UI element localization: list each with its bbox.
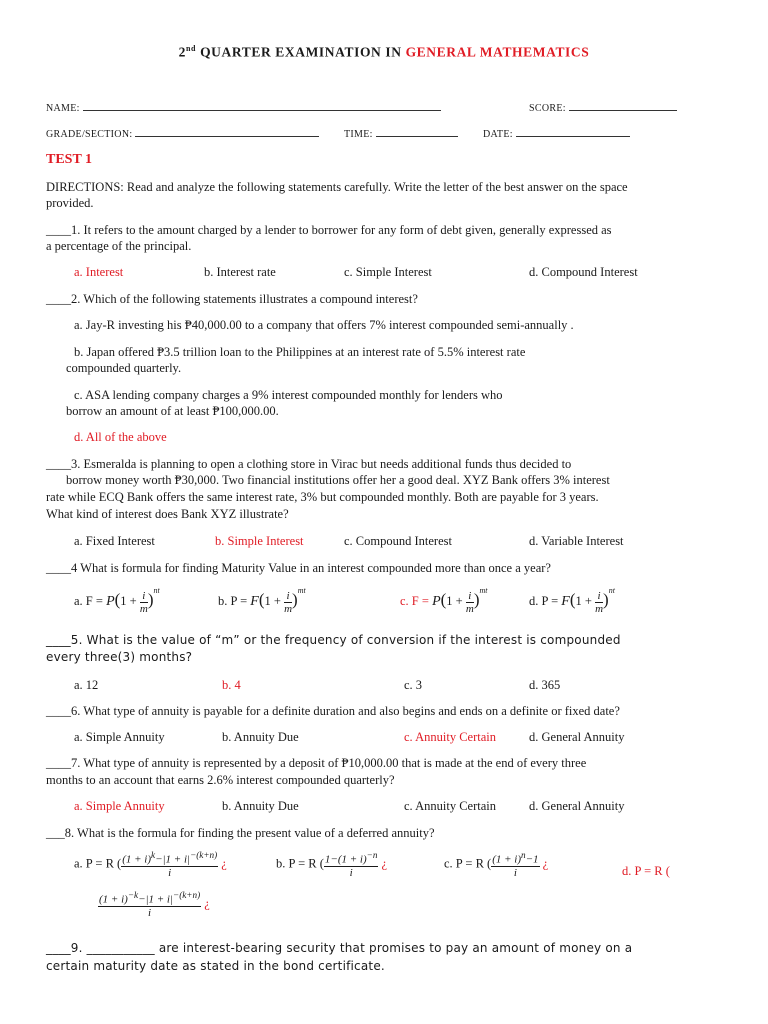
q6-choice-c: c. Annuity Certain: [404, 730, 496, 744]
time-blank[interactable]: [376, 126, 458, 137]
name-field[interactable]: NAME:: [46, 100, 441, 114]
q1-choice-d: d. Compound Interest: [529, 265, 638, 279]
q5-choice-c: c. 3: [404, 678, 423, 692]
subject-name: GENERAL MATHEMATICS: [405, 44, 590, 60]
q4-choice-c: c. F = P(1 + $\frac{i}{m}$ )$^{mt}$: [400, 586, 488, 615]
q3-line-2: borrow money worth ₱30,000. Two financial institutions offer her a good deal. XYZ Bank offers 3% interest: [66, 473, 610, 487]
q4-choice-a: a. F = P(1 + $\frac{i}{m}$ )$^{nt}$: [74, 586, 160, 615]
date-field[interactable]: DATE:: [483, 126, 630, 140]
q2-choice-a: a. Jay-R investing his ₱40,000.00 to a company that offers 7% interest compounded semi-annually .: [74, 318, 574, 332]
q3-choice-d: d. Variable Interest: [529, 534, 624, 548]
q7-choice-d: d. General Annuity: [529, 799, 625, 813]
q8-line-1: ___8. What is the formula for finding the present value of a deferred annuity?: [46, 826, 435, 840]
q8-choice-c: c. P = R ( $\frac{(1 + i)^n-1}{i}$ ¿: [444, 850, 549, 879]
q1-choice-a: a. Interest: [74, 265, 124, 279]
q2-choice-c-line-1: c. ASA lending company charges a 9% interest compounded monthly for lenders who: [74, 388, 503, 402]
q3-line-3: rate while ECQ Bank offers the same interest rate, 3% but compounded monthly. Both are payable for 3 years.: [46, 490, 599, 504]
q7-choice-c: c. Annuity Certain: [404, 799, 496, 813]
q8-choice-d-formula: $\frac{(1 + i)^{-k}-|1 + i|^{-(k+n)}}{i}$ ¿: [99, 890, 210, 919]
q4-choice-b: b. P = F(1 + $\frac{i}{m}$ )$^{mt}$: [218, 586, 306, 615]
q3-line-1: ____3. Esmeralda is planning to open a clothing store in Virac but needs additional funds thus decided to: [46, 457, 572, 471]
q1-line-1: ____1. It refers to the amount charged by a lender to borrower for any form of debt given, generally expressed as: [46, 223, 612, 237]
q7-line-2: months to an account that earns 2.6% interest compounded quarterly?: [46, 773, 395, 787]
q9-line-2: certain maturity date as stated in the bond certificate.: [46, 959, 385, 973]
score-blank[interactable]: [569, 100, 677, 111]
q8-choice-b: b. P = R ( $\frac{1-(1 + i)^{-n}}{i}$ ¿: [276, 850, 388, 879]
exam-title: 2nd QUARTER EXAMINATION IN GENERAL MATHEMATICS: [178, 44, 590, 60]
time-field[interactable]: TIME:: [344, 126, 458, 140]
q2-choice-d: d. All of the above: [74, 430, 167, 444]
q5-line-2: every three(3) months?: [46, 650, 193, 664]
q7-choice-a: a. Simple Annuity: [74, 799, 165, 813]
q4-line-1: ____4 What is formula for finding Maturity Value in an interest compounded more than once a year?: [46, 561, 551, 575]
name-blank[interactable]: [83, 100, 441, 111]
q3-choice-c: c. Compound Interest: [344, 534, 452, 548]
q8-choice-a: a. P = R ( $\frac{(1 + i)^k-|1 + i|^{-(k+n)}}{i}$ ¿: [74, 850, 227, 879]
grade-blank[interactable]: [135, 126, 319, 137]
score-field[interactable]: SCORE:: [529, 100, 677, 114]
q1-choice-c: c. Simple Interest: [344, 265, 432, 279]
q9-line-1: ____9. ___________ are interest-bearing security that promises to pay an amount of money on a: [46, 941, 633, 955]
q5-line-1: ____5. What is the value of “m” or the frequency of conversion if the interest is compounded: [46, 633, 621, 647]
q3-choice-b: b. Simple Interest: [215, 534, 304, 548]
q2-choice-b-line-2: compounded quarterly.: [66, 361, 182, 375]
q5-choice-a: a. 12: [74, 678, 99, 692]
grade-section-field[interactable]: GRADE/SECTION:: [46, 126, 319, 140]
q2-line-1: ____2. Which of the following statements illustrates a compound interest?: [46, 292, 418, 306]
q6-choice-b: b. Annuity Due: [222, 730, 299, 744]
q3-line-4: What kind of interest does Bank XYZ illustrate?: [46, 507, 289, 521]
test-heading: TEST 1: [46, 152, 93, 167]
q8-choice-d: d. P = R (: [622, 864, 670, 878]
q7-line-1: ____7. What type of annuity is represented by a deposit of ₱10,000.00 that is made at the end of every three: [46, 756, 587, 770]
q6-choice-d: d. General Annuity: [529, 730, 625, 744]
q4-choice-d: d. P = F(1 + $\frac{i}{m}$ )$^{nt}$: [529, 586, 615, 615]
q5-choice-b: b. 4: [222, 678, 241, 692]
q7-choice-b: b. Annuity Due: [222, 799, 299, 813]
directions-line-2: provided.: [46, 196, 94, 210]
q2-choice-c-line-2: borrow an amount of at least ₱100,000.00.: [66, 404, 279, 418]
q6-choice-a: a. Simple Annuity: [74, 730, 165, 744]
q1-line-2: a percentage of the principal.: [46, 239, 192, 253]
q6-line-1: ____6. What type of annuity is payable for a definite duration and also begins and ends on a definite or fixed date?: [46, 704, 620, 718]
q1-choice-b: b. Interest rate: [204, 265, 276, 279]
q3-choice-a: a. Fixed Interest: [74, 534, 155, 548]
q2-choice-b-line-1: b. Japan offered ₱3.5 trillion loan to the Philippines at an interest rate of 5.5% interest rate: [74, 345, 526, 359]
date-blank[interactable]: [516, 126, 630, 137]
q5-choice-d: d. 365: [529, 678, 561, 692]
directions-line-1: DIRECTIONS: Read and analyze the following statements carefully. Write the letter of the best answer on the space: [46, 180, 628, 194]
